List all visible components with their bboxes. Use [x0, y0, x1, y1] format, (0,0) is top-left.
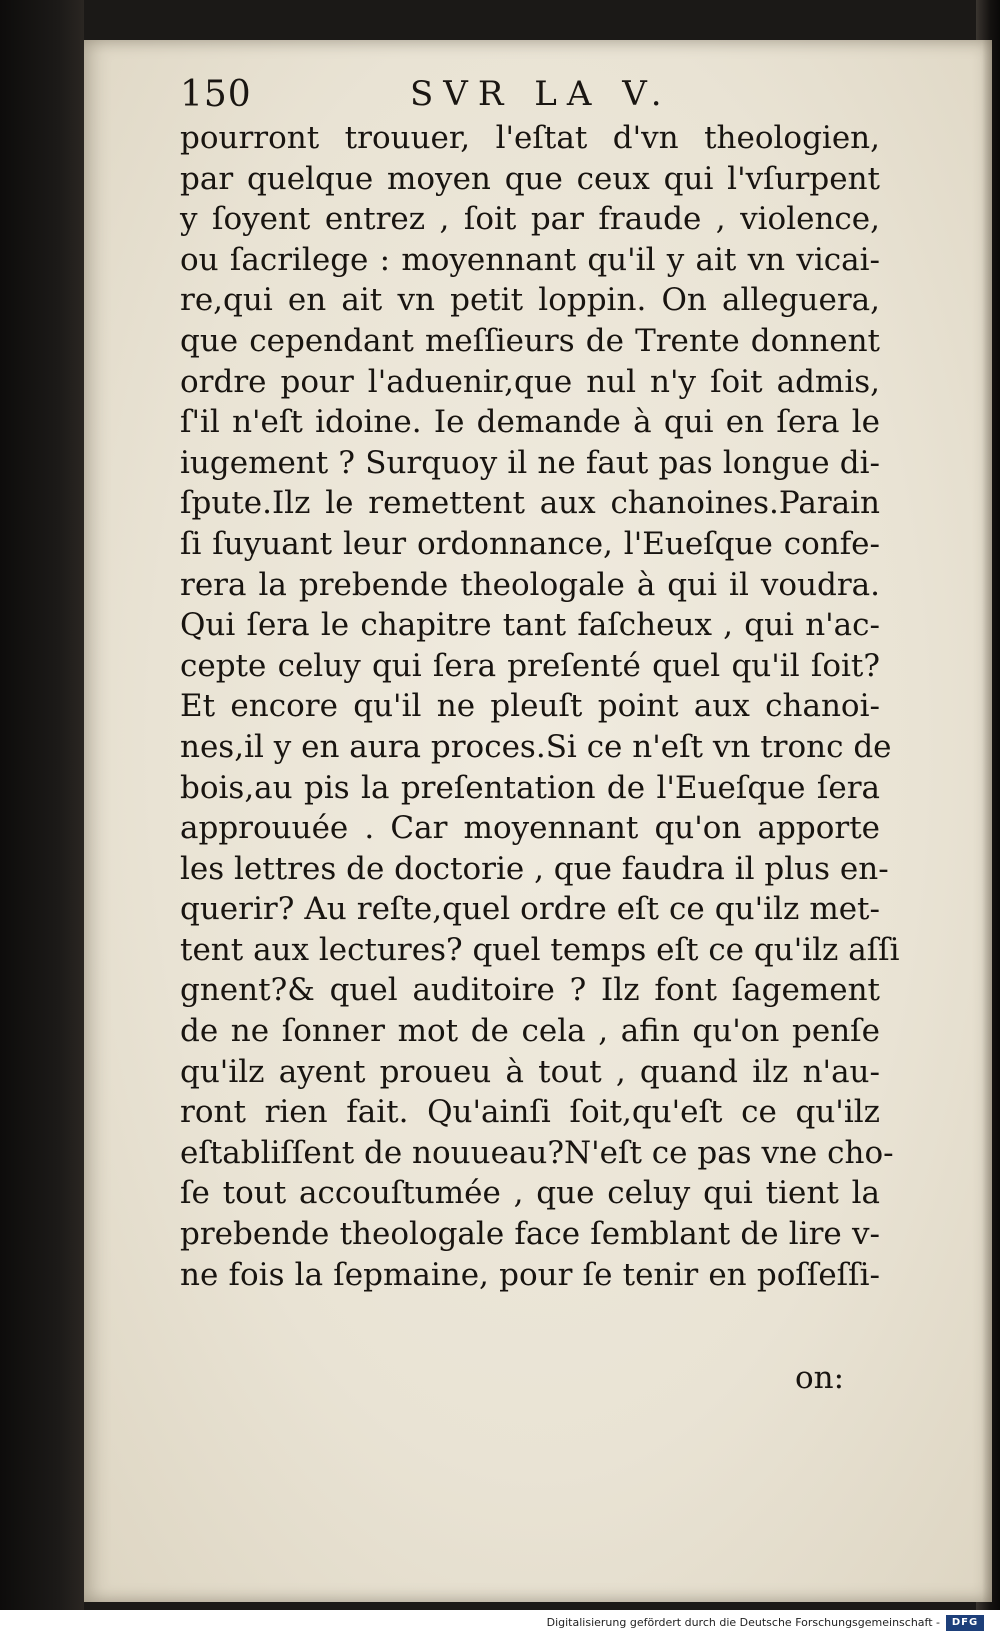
text-line: que cependant meſſieurs de Trente donnent [180, 322, 880, 359]
text-line: re,qui en ait vn petit loppin. On alleguera, [180, 282, 880, 319]
text-line: par quelque moyen que ceux qui l'vſurpent [180, 160, 880, 197]
text-line: tent aux lectures? quel temps eſt ce qu'ilz aſſi [180, 931, 900, 968]
text-line: bois,au pis la preſentation de l'Eueſque ſera [180, 769, 880, 806]
page-shadow [982, 40, 992, 1602]
text-line: iugement ? Surquoy il ne faut pas longue di- [180, 444, 880, 481]
text-line: ou ſacrilege : moyennant qu'il y ait vn vicai- [180, 241, 880, 278]
text-line: qu'ilz ayent proueu à tout , quand ilz n'au- [180, 1053, 880, 1090]
text-line: prebende theologale face ſemblant de lire v- [180, 1216, 880, 1253]
text-line: ront rien fait. Qu'ainſi ſoit,qu'eſt ce qu'ilz [180, 1094, 880, 1131]
funding-credit: Digitalisierung gefördert durch die Deutsche Forschungsgemeinschaft - [546, 1616, 940, 1629]
text-line: Qui ſera le chapitre tant faſcheux , qui n'ac- [180, 607, 880, 644]
text-line: ordre pour l'aduenir,que nul n'y ſoit admis, [180, 363, 880, 400]
running-head: SVR LA V. [410, 74, 672, 114]
body-text [180, 118, 900, 1295]
text-line: Et encore qu'il ne pleuſt point aux chanoi- [180, 688, 880, 725]
text-line: ſe tout accouſtumée , que celuy qui tient la [180, 1175, 880, 1212]
text-line: cepte celuy qui ſera preſenté quel qu'il ſoit? [180, 647, 880, 684]
text-line: querir? Au reſte,quel ordre eſt ce qu'ilz met- [180, 891, 880, 928]
text-line: eſtabliſſent de nouueau?N'eſt ce pas vne cho- [180, 1134, 894, 1171]
text-line: gnent?& quel auditoire ? Ilz font ſagement [180, 972, 880, 1009]
catchword: on: [795, 1360, 845, 1396]
text-line: rera la prebende theologale à qui il voudra. [180, 566, 880, 603]
page-number: 150 [180, 74, 252, 115]
page-header [180, 74, 740, 120]
book-binding-left [0, 0, 84, 1610]
text-line: les lettres de doctorie , que faudra il plus en- [180, 850, 889, 887]
dfg-logo: DFG [946, 1615, 984, 1631]
text-line: y ſoyent entrez , ſoit par fraude , violence, [180, 201, 880, 238]
text-line: pourront trouuer, l'eſtat d'vn theologien, [180, 120, 880, 156]
text-line: ne fois la ſepmaine, pour ſe tenir en poſſeſſi- [180, 1256, 880, 1293]
text-line: ſ'il n'eſt idoine. Ie demande à qui en ſera le [180, 404, 880, 441]
footer-bar [0, 1610, 1000, 1638]
text-line: ſpute.Ilz le remettent aux chanoines.Parain [180, 485, 880, 522]
text-line: ſi ſuyuant leur ordonnance, l'Eueſque confe- [180, 525, 880, 562]
text-line: approuuée . Car moyennant qu'on apporte [180, 810, 880, 847]
text-line: de ne ſonner mot de cela , afin qu'on penſe [180, 1013, 880, 1050]
text-line: nes,il y en aura proces.Si ce n'eſt vn tronc de [180, 728, 892, 765]
